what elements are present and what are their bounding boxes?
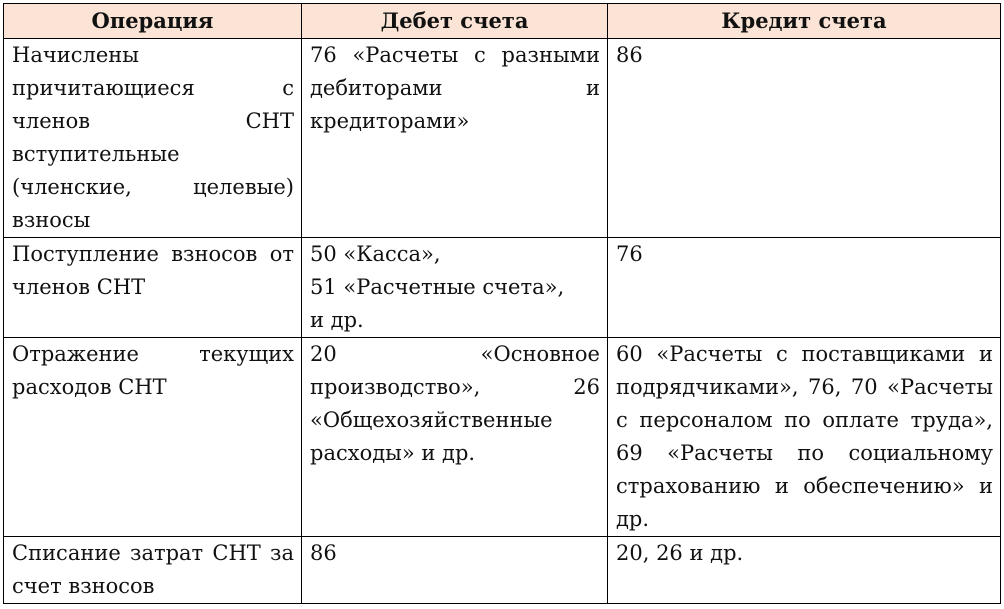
credit-text: 60 «Расчеты с поставщиками и подрядчиками», 76, 70 «Расчеты с персоналом по оплате труда», 69 «Расчеты по социальному страхованию и обеспечению» и др. bbox=[616, 342, 993, 531]
operation-cell bbox=[4, 338, 302, 537]
credit-text: 20, 26 и др. bbox=[616, 541, 744, 565]
operation-text: Списание затрат СНТ за счет взносов bbox=[12, 541, 294, 598]
debit-cell bbox=[302, 338, 608, 537]
debit-line: и др. bbox=[310, 308, 364, 332]
debit-text: 20 «Основное производство», 26 «Общехозяйственные расходы» и др. bbox=[310, 342, 600, 465]
table-row bbox=[4, 39, 1001, 238]
debit-line: 50 «Касса», bbox=[310, 242, 441, 266]
credit-cell bbox=[608, 39, 1001, 238]
operation-text: Поступление взносов от членов СНТ bbox=[12, 242, 294, 299]
table-row bbox=[4, 338, 1001, 537]
operation-cell bbox=[4, 39, 302, 238]
debit-cell bbox=[302, 238, 608, 338]
credit-cell bbox=[608, 537, 1001, 604]
credit-text: 76 bbox=[616, 242, 643, 266]
header-operation: Операция bbox=[4, 4, 302, 39]
accounting-entries-table bbox=[3, 3, 1001, 604]
table-header-row bbox=[4, 4, 1001, 39]
debit-cell bbox=[302, 537, 608, 604]
debit-cell bbox=[302, 39, 608, 238]
debit-line: 51 «Расчетные счета», bbox=[310, 275, 565, 299]
operation-text: Отражение текущих расходов СНТ bbox=[12, 342, 294, 399]
header-debit: Дебет счета bbox=[302, 4, 608, 39]
table-row bbox=[4, 238, 1001, 338]
debit-text: 86 bbox=[310, 541, 337, 565]
operation-cell bbox=[4, 238, 302, 338]
credit-cell bbox=[608, 238, 1001, 338]
debit-text: 76 «Расчеты с разными дебиторами и кредиторами» bbox=[310, 43, 600, 133]
operation-cell bbox=[4, 537, 302, 604]
credit-cell bbox=[608, 338, 1001, 537]
operation-text: Начислены причитающиеся с членов СНТ вступительные (членские, целевые) взносы bbox=[12, 43, 294, 232]
header-credit: Кредит счета bbox=[608, 4, 1001, 39]
table-row bbox=[4, 537, 1001, 604]
credit-text: 86 bbox=[616, 43, 643, 67]
